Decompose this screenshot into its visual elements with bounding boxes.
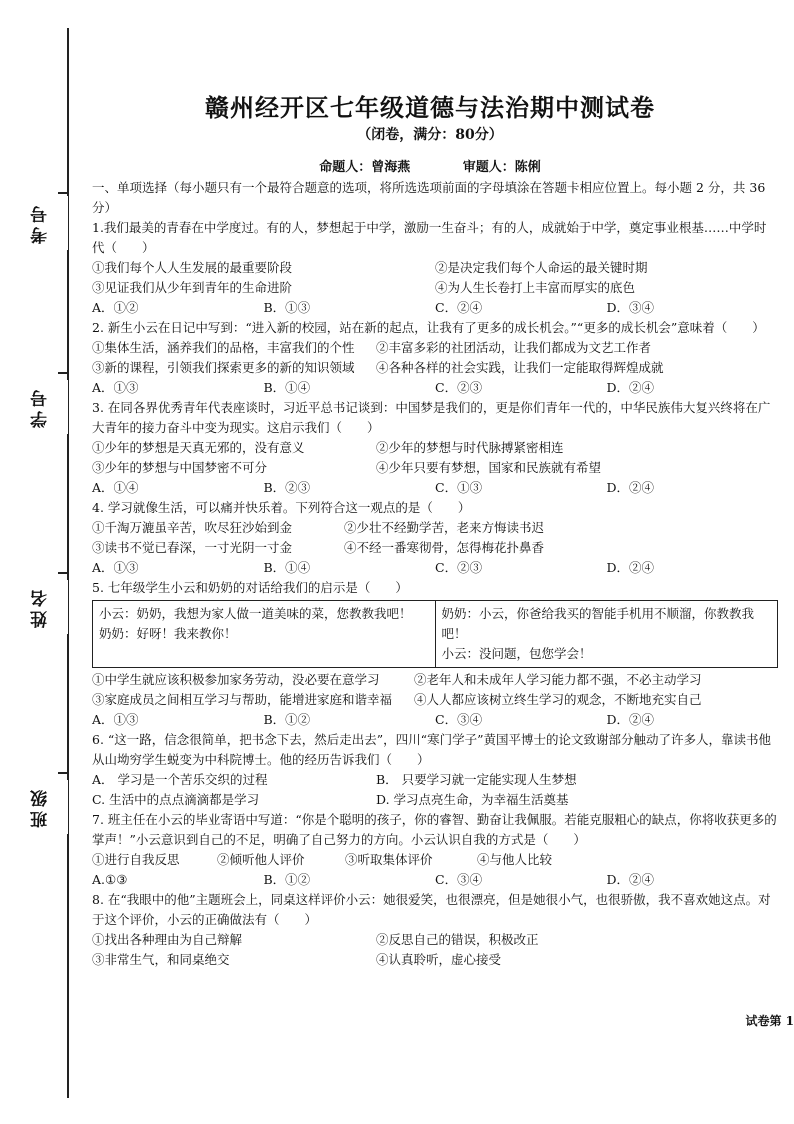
dialogue-line: 奶奶：好呀！我来教你！ <box>99 626 237 641</box>
question-stem: 5. 七年级学生小云和奶奶的对话给我们的启示是（ ） <box>92 580 408 595</box>
option-row <box>92 338 778 358</box>
option-item: ④各种各样的社会实践，让我们一定能取得辉煌成就 <box>376 360 664 375</box>
option-row <box>92 278 778 298</box>
option-row <box>92 790 778 810</box>
option-item: ②老年人和未成年人学习能力都不强，不必主动学习 <box>414 672 702 687</box>
choice: D．③④ <box>606 300 655 315</box>
exam-content <box>92 178 778 970</box>
question-stem: 6. “这一路，信念很简单，把书念下去，然后走出去”，四川“寒门学子”黄国平博士的论文致谢部分触动了许多人，靠读书他从山坳穷学生蜕变为中科院博士。他的经历告诉我们（ ） <box>92 732 771 767</box>
option-row <box>92 518 778 538</box>
option-item: ③家庭成员之间相互学习与帮助，能增进家庭和谐幸福 <box>92 692 393 707</box>
option-item: ①少年的梦想是天真无邪的，没有意义 <box>92 440 305 455</box>
class-label: 班级 <box>28 780 68 834</box>
side-line <box>58 772 68 774</box>
option-item: ③少年的梦想与中国梦密不可分 <box>92 460 268 475</box>
choice: C．③④ <box>435 712 483 727</box>
option-item: C. 生活中的点点滴滴都是学习 <box>92 792 260 807</box>
option-item: ③读书不觉已春深，一寸光阴一寸金 <box>92 540 293 555</box>
option-row <box>92 690 778 710</box>
dialogue-line: 小云：奶奶，我想为家人做一道美味的菜，您教教我吧！ <box>99 606 412 621</box>
section-heading: 一、单项选择（每小题只有一个最符合题意的选项，将所选选项前面的字母填涂在答题卡相应位置上。每小题 2 分，共 36 分） <box>92 180 766 215</box>
side-line <box>58 572 68 574</box>
choice-row <box>92 478 778 498</box>
choice: A．①③ <box>92 380 139 395</box>
option-item: ④与他人比较 <box>477 852 553 867</box>
question-stem: 3. 在同各界优秀青年代表座谈时，习近平总书记谈到：中国梦是我们的，更是你们青年一代的，中华民族伟大复兴终将在广大青年的接力奋斗中变为现实。这启示我们（ ） <box>92 400 771 435</box>
student-id-label: 学号 <box>28 380 68 434</box>
authors <box>80 156 780 175</box>
dialogue-table <box>92 600 778 668</box>
option-item: ①进行自我反思 <box>92 852 180 867</box>
option-row <box>92 358 778 378</box>
option-item: A． 学习是一个苦乐交织的过程 <box>92 772 268 787</box>
choice: B．①② <box>263 712 311 727</box>
choice: B．②③ <box>263 480 311 495</box>
option-item: ②丰富多彩的社团活动，让我们都成为文艺工作者 <box>376 340 652 355</box>
choice: C．②③ <box>435 380 483 395</box>
option-item: ①我们每个人人生发展的最重要阶段 <box>92 260 293 275</box>
choice: A．①④ <box>92 480 139 495</box>
option-item: B． 只要学习就一定能实现人生梦想 <box>376 772 577 787</box>
dialogue-line: 小云：没问题，包您学会！ <box>441 646 592 661</box>
question-stem: 8. 在“我眼中的他”主题班会上，同桌这样评价小云：她很爱笑，也很漂亮，但是她很小气，也很骄傲，我不喜欢她这点。对于这个评价，小云的正确做法有（ ） <box>92 892 771 927</box>
option-item: ①千淘万漉虽辛苦，吹尽狂沙始到金 <box>92 520 293 535</box>
option-row <box>92 258 778 278</box>
option-row <box>92 438 778 458</box>
side-line <box>58 372 68 374</box>
choice: C．②④ <box>435 300 483 315</box>
option-item: ④少年只要有梦想，国家和民族就有希望 <box>376 460 602 475</box>
option-row <box>92 770 778 790</box>
choice: A．①② <box>92 300 139 315</box>
option-item: ③听取集体评价 <box>345 852 433 867</box>
option-item: ③非常生气，和同桌绝交 <box>92 952 230 967</box>
option-row <box>92 670 778 690</box>
choice: A.①③ <box>92 872 128 887</box>
option-row <box>92 950 778 970</box>
option-item: ①集体生活，涵养我们的品格，丰富我们的个性 <box>92 340 355 355</box>
binding-line <box>67 28 69 1098</box>
choice-row <box>92 298 778 318</box>
option-item: ④人人都应该树立终生学习的观念，不断地充实自己 <box>414 692 702 707</box>
option-item: ①中学生就应该积极参加家务劳动，没必要在意学习 <box>92 672 380 687</box>
option-item: ②反思自己的错误，积极改正 <box>376 932 539 947</box>
choice: C．①③ <box>435 480 483 495</box>
choice: D．②④ <box>606 872 655 887</box>
choice: D．②④ <box>606 712 655 727</box>
choice: D．②④ <box>606 560 655 575</box>
page-footer: 试卷第 1 <box>745 1014 794 1028</box>
option-item: ④不经一番寒彻骨，怎得梅花扑鼻香 <box>344 540 545 555</box>
option-item: ②是决定我们每个人命运的最关键时期 <box>435 260 648 275</box>
option-row <box>92 850 778 870</box>
exam-number-label: 考号 <box>28 196 68 250</box>
choice: C．②③ <box>435 560 483 575</box>
option-item: ①找出各种理由为自己辩解 <box>92 932 243 947</box>
dialogue-line: 奶奶：小云，你爸给我买的智能手机用不顺溜，你教教我吧！ <box>441 606 755 641</box>
writer: 命题人：曾海燕 <box>319 160 411 175</box>
question-stem: 2. 新生小云在日记中写到：“进入新的校园，站在新的起点，让我有了更多的成长机会。”“更多的成长机会”意味着（ ） <box>92 320 765 335</box>
option-item: D. 学习点亮生命，为幸福生活奠基 <box>376 792 569 807</box>
option-item: ③见证我们从少年到青年的生命进阶 <box>92 280 293 295</box>
option-row <box>92 538 778 558</box>
choice: D．②④ <box>606 380 655 395</box>
question-stem: 1.我们最美的青春在中学度过。有的人，梦想起于中学，激励一生奋斗；有的人，成就始于中学，奠定事业根基……中学时代（ ） <box>92 220 767 255</box>
choice: B．①④ <box>263 560 311 575</box>
choice: A．①③ <box>92 560 139 575</box>
choice: A．①③ <box>92 712 139 727</box>
side-line <box>58 192 68 194</box>
dialogue-right <box>436 601 778 667</box>
choice-row <box>92 870 778 890</box>
choice: B．①② <box>263 872 311 887</box>
choice-row <box>92 558 778 578</box>
option-row <box>92 458 778 478</box>
reviewer: 审题人：陈俐 <box>462 160 541 175</box>
choice: C．③④ <box>435 872 483 887</box>
option-item: ④认真聆听，虚心接受 <box>376 952 502 967</box>
question-stem: 4. 学习就像生活，可以痛并快乐着。下列符合这一观点的是（ ） <box>92 500 471 515</box>
option-row <box>92 930 778 950</box>
choice: D．②④ <box>606 480 655 495</box>
question-stem: 7. 班主任在小云的毕业寄语中写道：“你是个聪明的孩子，你的睿智、勤奋让我佩服。若能克服粗心的缺点，你将收获更多的掌声！”小云意识到自己的不足，明确了自己努力的方向。小云认识自我的方式是（ ） <box>92 812 777 847</box>
exam-subtitle: （闭卷，满分：80分） <box>357 127 503 143</box>
name-label: 姓名 <box>28 580 68 634</box>
choice-row <box>92 710 778 730</box>
option-item: ②少年的梦想与时代脉搏紧密相连 <box>376 440 564 455</box>
choice: B．①④ <box>263 380 311 395</box>
option-item: ③新的课程，引领我们探索更多的新的知识领域 <box>92 360 355 375</box>
option-item: ②少壮不经勤学苦，老来方悔读书迟 <box>344 520 545 535</box>
dialogue-left <box>93 601 436 667</box>
option-item: ④为人生长卷打上丰富而厚实的底色 <box>435 280 636 295</box>
option-item: ②倾听他人评价 <box>217 852 305 867</box>
choice-row <box>92 378 778 398</box>
choice: B．①③ <box>263 300 311 315</box>
exam-title: 赣州经开区七年级道德与法治期中测试卷 <box>205 94 655 122</box>
